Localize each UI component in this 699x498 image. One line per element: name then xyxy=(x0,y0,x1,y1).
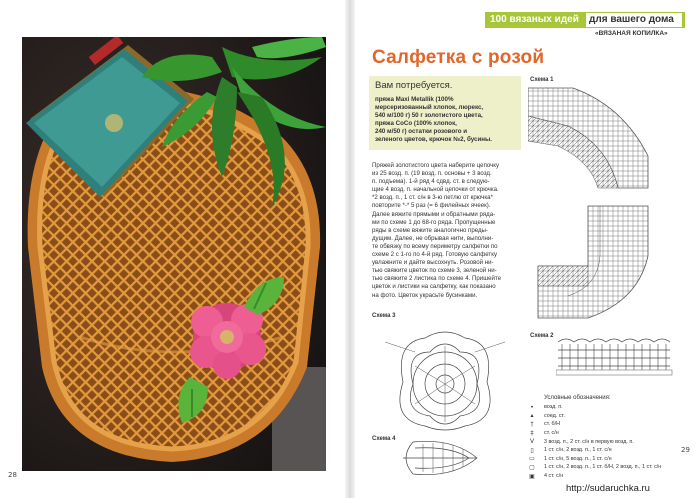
instruction-line: дущим. Далее, не обрывая нити, выполни- xyxy=(372,234,494,242)
legend-text: возд. п. xyxy=(544,404,563,411)
legend-item xyxy=(520,403,690,412)
legend-item xyxy=(520,472,690,481)
page-number-left: 28 xyxy=(8,471,17,479)
scheme-2-diagram xyxy=(556,336,676,376)
open-mesh-icon: ▯ xyxy=(530,446,534,454)
gutter xyxy=(345,0,355,498)
doily-photo xyxy=(22,37,326,471)
series-header xyxy=(485,12,685,28)
scheme-4-diagram xyxy=(393,438,493,478)
instruction-line: повторите *-* 5 раз (= 6 филейных ячеек). xyxy=(372,202,491,210)
scheme-1-label: Схема 1 xyxy=(530,77,554,83)
instruction-line: тью свяжите цветок по схеме 3, зеленой ни- xyxy=(372,267,497,275)
legend-item xyxy=(520,446,690,455)
instruction-line: те обвязку по всему периметру салфетки по xyxy=(372,242,498,250)
single-crochet-icon: † xyxy=(530,420,534,428)
legend-item xyxy=(520,429,690,438)
legend-text: 3 возд. п., 2 ст. с/н в первую возд. п. xyxy=(544,438,634,445)
page-number-right: 29 xyxy=(681,446,690,454)
wide-mesh-icon: ▭ xyxy=(529,455,535,463)
legend-text: 1 ст. с/н, 2 возд. п., 1 ст. с/н xyxy=(544,447,612,454)
materials-line: зеленого цветов, крючок №2, бусины. xyxy=(375,136,492,143)
materials-text xyxy=(375,96,515,144)
materials-line: 240 м/50 г) остатки розового и xyxy=(375,128,468,135)
slip-stitch-icon: ▴ xyxy=(530,412,534,420)
legend-text: ст. с/н xyxy=(544,430,559,437)
materials-box xyxy=(369,76,521,150)
instruction-line: увлажните и дайте высохнуть. Розовой ни- xyxy=(372,259,494,267)
materials-line: пряжа Maxi Metallik (100% xyxy=(375,96,454,103)
watermark-url[interactable]: http://sudaruchka.ru xyxy=(566,483,650,494)
instruction-line: *2 возд. п., 1 ст. с/н в 3-ю петлю от крючка* xyxy=(372,194,493,202)
materials-line: 540 м/100 г) 50 г золотистого цвета, xyxy=(375,112,483,119)
scheme-3-label: Схема 3 xyxy=(372,313,396,319)
instruction-line: п. подъема). 1-й ряд 4 сдвд. ст. в следую- xyxy=(372,178,490,186)
scheme-3-diagram xyxy=(375,322,515,432)
shell-stitch-icon: Ⅴ xyxy=(529,438,535,446)
lacet-icon: ▢ xyxy=(529,463,535,471)
legend-text: ст. б/Н xyxy=(544,421,561,428)
series-title: 100 вязаных идей xyxy=(490,14,579,25)
instruction-line: из 25 возд. п. (19 возд. п. основы + 3 возд. xyxy=(372,170,492,178)
legend-text: 1 ст. с/н, 2 возд. п., 1 ст. б/Н, 2 возд. п., 1 ст. с/н xyxy=(544,464,662,471)
instruction-line: ми по схеме 1 до 68-го ряда. Пропущенные xyxy=(372,218,496,226)
materials-line: мерсеризованный хлопок, люрекс, xyxy=(375,104,484,111)
legend-text: 4 ст. с/н xyxy=(544,473,564,480)
instruction-line: Далее вяжите прямыми и обратными ряда- xyxy=(372,210,496,218)
scheme-1-diagram xyxy=(528,86,678,322)
instruction-line: щие 4 возд. п. начальной цепочки от крючка. xyxy=(372,186,499,194)
filled-block-icon: ▣ xyxy=(529,472,535,480)
scheme-4-label: Схема 4 xyxy=(372,436,396,442)
legend-text: 1 ст. с/н, 5 возд. п., 1 ст. с/н xyxy=(544,455,612,462)
legend-item xyxy=(520,437,690,446)
instruction-line: цветок и листики на салфетку, как показано xyxy=(372,283,496,291)
doily-illustration xyxy=(22,37,326,471)
legend-item xyxy=(520,463,690,472)
double-crochet-icon: ‡ xyxy=(530,429,534,437)
instruction-line: схеме 2 с 1-го по 4-й ряд. Готовую салфетку xyxy=(372,251,497,259)
legend-item xyxy=(520,412,690,421)
materials-title: Вам потребуется. xyxy=(375,80,453,91)
instructions-text xyxy=(372,162,522,300)
page-title: Салфетка с розой xyxy=(372,47,545,68)
materials-line: пряжа CoCo (100% хлопок, xyxy=(375,120,457,127)
instruction-line: ряды в схеме вяжите аналогично преды- xyxy=(372,226,488,234)
legend xyxy=(520,395,690,480)
legend-item xyxy=(520,420,690,429)
instruction-line: тью свяжите 2 листика по схеме 4. Пришейте xyxy=(372,275,502,283)
series-tag: для вашего дома xyxy=(586,13,682,27)
scheme-2-label: Схема 2 xyxy=(530,333,554,339)
legend-item xyxy=(520,455,690,464)
legend-title: Условные обозначения: xyxy=(544,395,611,401)
instruction-line: на фото. Цветок украсьте бусинками. xyxy=(372,291,478,299)
legend-text: соед. ст. xyxy=(544,412,565,419)
series-subtitle: «ВЯЗАНАЯ КОПИЛКА» xyxy=(595,30,668,37)
instruction-line: Пряжей золотистого цвета наберите цепочку xyxy=(372,162,500,169)
chain-stitch-icon: • xyxy=(530,403,534,411)
